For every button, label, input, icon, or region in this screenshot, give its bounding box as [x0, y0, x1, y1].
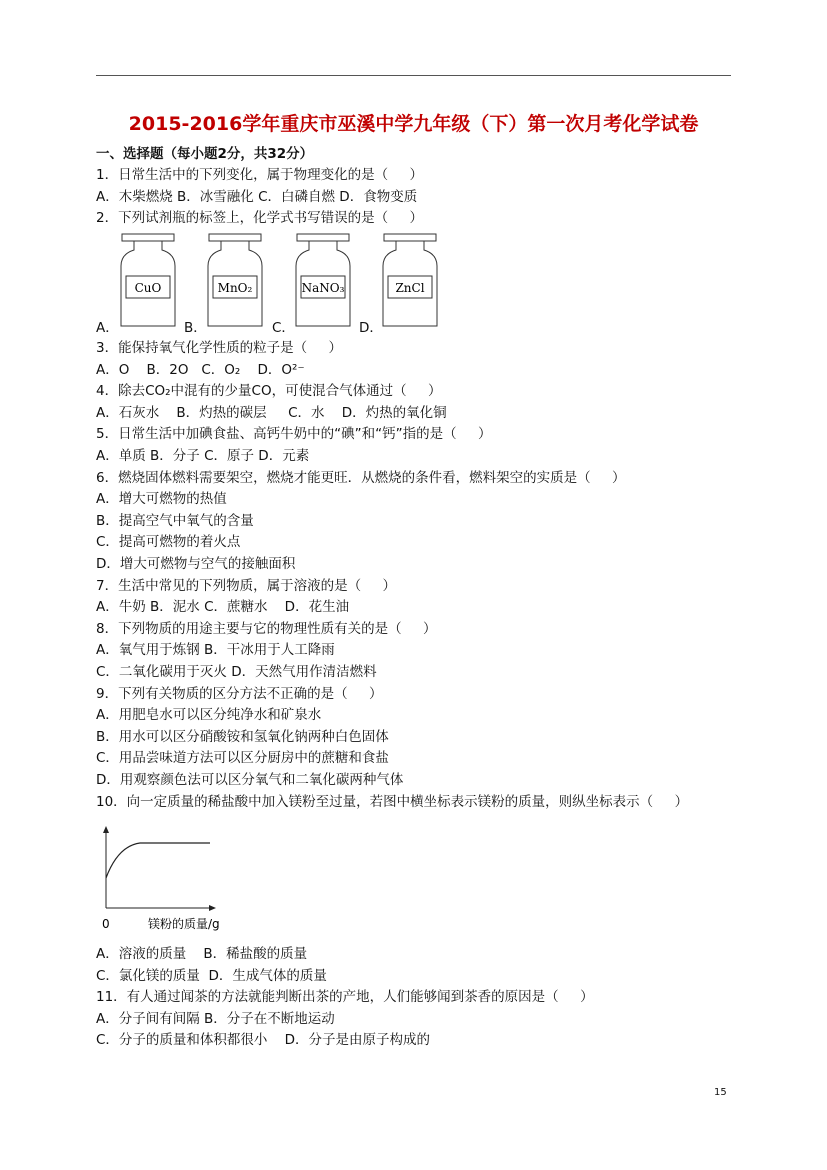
question-line: C．二氧化碳用于灭火 D．天然气用作清洁燃料 [96, 664, 377, 680]
bottle-formula: NaNO₃ [301, 281, 345, 295]
question-line: A．增大可燃物的热值 [96, 491, 227, 508]
question-line: C．用品尝味道方法可以区分厨房中的蔗糖和食盐 [96, 750, 389, 767]
reagent-bottle [296, 234, 350, 326]
bottle-stopper [209, 234, 261, 241]
option-d-label: D． [359, 320, 383, 336]
question-line: 3．能保持氧气化学性质的粒子是（ ） [96, 340, 343, 356]
question-line: 8．下列物质的用途主要与它的物理性质有关的是（ ） [96, 620, 437, 637]
question-line: A．溶液的质量 B．稀盐酸的质量 [96, 946, 308, 962]
bottle-formula: CuO [134, 281, 162, 295]
question-line: 9．下列有关物质的区分方法不正确的是（ ） [96, 685, 383, 702]
question-line: B．提高空气中氧气的含量 [96, 512, 254, 529]
bottle-stopper [297, 234, 349, 241]
x-axis-arrow [209, 905, 216, 911]
question-line: C．分子的质量和体积都很小 D．分子是由原子构成的 [96, 1032, 430, 1049]
question-line: A．分子间有间隔 B．分子在不断地运动 [96, 1010, 335, 1027]
option-b-label: B． [184, 320, 207, 336]
question-line: A．牛奶 B．泥水 C．蔗糖水 D．花生油 [96, 599, 350, 616]
question-line: C．提高可燃物的着火点 [96, 534, 241, 551]
header-rule [96, 75, 731, 76]
question-line: A．用肥皂水可以区分纯净水和矿泉水 [96, 707, 322, 724]
question-line: D．增大可燃物与空气的接触面积 [96, 556, 296, 572]
bottle-formula: ZnCl [395, 281, 425, 295]
line-graph-figure [96, 824, 246, 936]
question-line: 11．有人通过闻茶的方法就能判断出茶的产地，人们能够闻到茶香的原因是（ ） [96, 989, 594, 1006]
question-line: 2．下列试剂瓶的标签上，化学式书写错误的是（ ） [96, 210, 424, 226]
question-line: 5．日常生活中加碘食盐、高钙牛奶中的“碘”和“钙”指的是（ ） [96, 426, 492, 443]
section-heading: 一、选择题（每小题2分，共32分） [96, 146, 314, 162]
question-line: 7．生活中常见的下列物质，属于溶液的是（ ） [96, 577, 397, 594]
x-axis-label: 镁粉的质量/g [148, 917, 220, 931]
question-line: D．用观察颜色法可以区分氧气和二氧化碳两种气体 [96, 772, 404, 788]
graph-svg [96, 824, 246, 936]
option-a-label: A． [96, 320, 119, 336]
option-c-label: C． [272, 320, 295, 336]
page-title: 2015-2016学年重庆市巫溪中学九年级（下）第一次月考化学试卷 [128, 113, 699, 135]
question-line: A．单质 B．分子 C．原子 D．元素 [96, 448, 310, 464]
reagent-bottles-figure [96, 232, 456, 336]
bottle-stopper [122, 234, 174, 241]
y-axis-arrow [103, 826, 109, 833]
question-line: B．用水可以区分硝酸铵和氢氧化钠两种白色固体 [96, 728, 389, 745]
question-line: A．氧气用于炼钢 B．干冰用于人工降雨 [96, 642, 335, 659]
question-line: A．O B．2O C．O₂ D．O²⁻ [96, 361, 305, 378]
reagent-bottle [121, 234, 175, 326]
reagent-bottle [383, 234, 437, 326]
reagent-bottle [208, 234, 262, 326]
question-line: 6．燃烧固体燃料需要架空，燃烧才能更旺．从燃烧的条件看，燃料架空的实质是（ ） [96, 469, 626, 486]
origin-label: 0 [102, 917, 110, 931]
question-line: A．石灰水 B．灼热的碳层 C．水 D．灼热的氧化铜 [96, 404, 447, 421]
question-line: A．木柴燃烧 B．冰雪融化 C．白磷自燃 D．食物变质 [96, 189, 418, 205]
question-line: 1．日常生活中的下列变化，属于物理变化的是（ ） [96, 167, 424, 183]
question-line: 10．向一定质量的稀盐酸中加入镁粉至过量，若图中横坐标表示镁粉的质量，则纵坐标表示（ ） [96, 793, 689, 810]
curve [106, 843, 210, 878]
question-line: 4．除去CO₂中混有的少量CO，可使混合气体通过（ ） [96, 383, 442, 400]
page-number: 15 [714, 1087, 727, 1098]
bottle-stopper [384, 234, 436, 241]
bottle-formula: MnO₂ [217, 281, 253, 295]
question-line: C．氯化镁的质量 D．生成气体的质量 [96, 967, 327, 984]
